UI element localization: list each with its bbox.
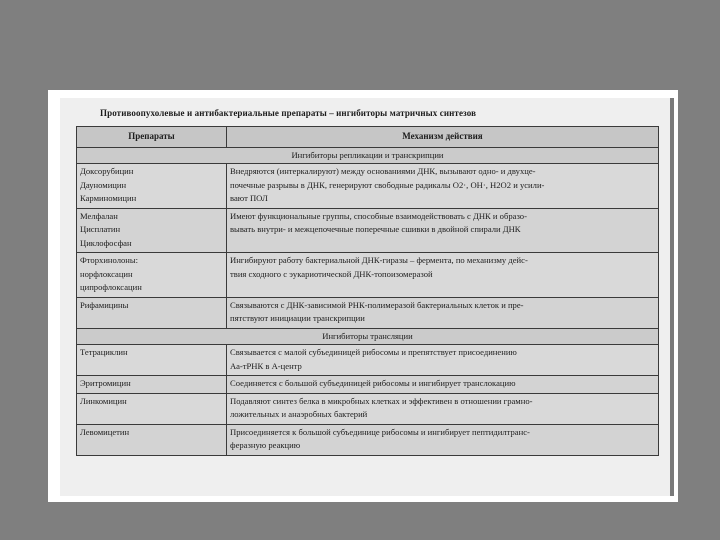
drug-name: Цисплатин (80, 224, 121, 234)
drug-cell (77, 393, 227, 424)
mechanism-line: Связываются с ДНК-зависимой РНК-полимеразой бактериальных клеток и пре- (230, 299, 524, 310)
mechanism-cell (227, 376, 659, 394)
table-row (77, 164, 659, 209)
drug-cell (77, 424, 227, 455)
section-heading: Ингибиторы трансляции (77, 328, 659, 345)
section-row (77, 328, 659, 345)
drug-name: Доксорубицин (80, 166, 134, 176)
drug-name: Линкомицин (80, 395, 127, 406)
mechanism-cell (227, 297, 659, 328)
mechanism-line: Внедряются (интеркалируют) между основаниями ДНК, вызывают одно- и двухце- (230, 166, 536, 176)
drug-cell (77, 345, 227, 376)
drug-cell (77, 164, 227, 209)
header-drugs: Препараты (77, 127, 227, 148)
drug-name: Левомицетин (80, 426, 130, 437)
mechanism-line: вывать внутри- и межцепочечные поперечные сшивки в двойной спирали ДНК (230, 224, 521, 234)
header-mechanism: Механизм действия (227, 127, 659, 148)
mechanism-line: феразную реакцию (230, 440, 301, 450)
mechanism-cell (227, 253, 659, 298)
drug-cell (77, 297, 227, 328)
table-row (77, 376, 659, 394)
table-row (77, 345, 659, 376)
mechanism-line: Ингибируют работу бактериальной ДНК-гиразы – фермента, по механизму дейс- (230, 255, 528, 265)
drug-name: ципрофлоксацин (80, 282, 142, 292)
mechanism-line: Присоединяется к большой субъединице рибосомы и ингибирует пептидилтранс- (230, 426, 530, 437)
mechanism-line: Имеют функциональные группы, способные взаимодействовать с ДНК и образо- (230, 210, 527, 221)
mechanism-cell (227, 164, 659, 209)
drug-name: Циклофосфан (80, 237, 132, 248)
drug-name: Фторхинолоны: (80, 255, 139, 265)
drugs-table (76, 126, 659, 456)
table-row (77, 253, 659, 298)
drug-name: Мелфалан (80, 210, 118, 221)
mechanism-line: Связывается с малой субъединицей рибосомы и препятствует присоединению (230, 347, 517, 357)
mechanism-line: Аа-тРНК в А-центр (230, 360, 302, 371)
mechanism-line: ложительных и анаэробных бактерий (230, 409, 368, 419)
section-row (77, 147, 659, 164)
table-row (77, 208, 659, 253)
drug-cell (77, 208, 227, 253)
drug-name: Эритромицин (80, 378, 131, 388)
table-header-row (77, 127, 659, 148)
mechanism-line: Соединяется с большой субъединицей рибосомы и ингибирует транслокацию (230, 378, 516, 388)
mechanism-cell (227, 424, 659, 455)
mechanism-line: пятствуют инициации транскрипции (230, 313, 365, 323)
drug-name: Тетрациклин (80, 347, 128, 357)
drug-cell (77, 376, 227, 394)
table-body (77, 147, 659, 455)
mechanism-cell (227, 393, 659, 424)
mechanism-line: Подавляют синтез белка в микробных клетках и эффективен в отношении грамно- (230, 395, 533, 406)
mechanism-cell (227, 345, 659, 376)
table-row (77, 297, 659, 328)
mechanism-line: твия сходного с эукариотической ДНК-топоизомеразой (230, 268, 433, 279)
mechanism-line: почечные разрывы в ДНК, генерируют свободные радикалы О2·, ОН·, Н2О2 и усили- (230, 179, 545, 190)
section-heading: Ингибиторы репликации и транскрипции (77, 147, 659, 164)
table-row (77, 424, 659, 455)
drug-name: Карминомицин (80, 193, 137, 203)
drug-name: норфлоксацин (80, 268, 133, 279)
mechanism-cell (227, 208, 659, 253)
drug-cell (77, 253, 227, 298)
drug-name: Рифамицины (80, 299, 129, 310)
scanned-page (60, 98, 674, 496)
mechanism-line: вают ПОЛ (230, 193, 268, 203)
table-row (77, 393, 659, 424)
slide (48, 90, 678, 502)
drug-name: Дауномицин (80, 179, 127, 190)
document-title: Противоопухолевые и антибактериальные препараты – ингибиторы матричных синтезов (100, 108, 477, 118)
